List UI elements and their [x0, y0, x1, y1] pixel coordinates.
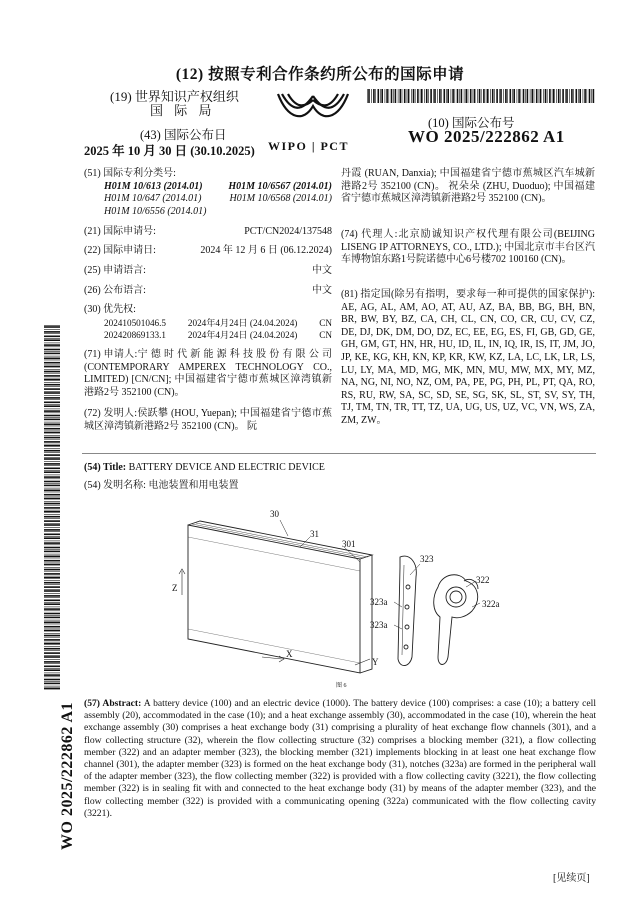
figure-label: 301: [342, 539, 356, 549]
barcode-icon: [367, 89, 595, 103]
publication-date-label: (43) 国际公布日: [140, 128, 227, 142]
patent-figure: [160, 507, 520, 692]
publication-number-label: (10) 国际公布号: [428, 116, 515, 130]
ipc-code: H01M 10/613 (2014.01): [104, 180, 203, 192]
figure-label: 323: [420, 554, 434, 564]
vertical-barcode-icon: [44, 325, 60, 690]
bureau-name: 国 际 局: [150, 103, 216, 118]
field-51-ipc: [84, 168, 332, 218]
field-72-inventors: (72) 发明人:侯跃攀 (HOU, Yuepan); 中国福建省宁德市蕉城区漳湾镇新港路2号 352100 (CN)。 阮: [84, 408, 332, 432]
field-71-applicant: (71) 申请人:宁 德 时 代 新 能 源 科 技 股 份 有 限 公 司 (CONTEMPORARY AMPEREX TECHNOLOGY CO., LIMITED) [CN/CN]; 中国福建省宁德市蕉城区漳湾镇新港路2号 352100 (CN)。: [84, 349, 332, 398]
field-21-application-number: (21) 国际申请号: PCT/CN2024/137548: [84, 226, 332, 237]
publication-date: 2025 年 10 月 30 日 (30.10.2025): [84, 144, 255, 158]
publication-number: WO 2025/222862 A1: [408, 127, 565, 146]
field-25-filing-language: (25) 申请语言: 中文: [84, 265, 332, 276]
organization-name: (19) 世界知识产权组织: [110, 89, 239, 104]
field-26-publication-language: (26) 公布语言: 中文: [84, 285, 332, 296]
figure-label: 31: [310, 529, 319, 539]
figure-label: 322: [476, 575, 490, 585]
axis-label-z: Z: [172, 583, 178, 593]
figure-label: 323a: [370, 597, 388, 607]
figure-label: 322a: [482, 599, 500, 609]
priority-row: 202410501046.5 2024年4月24日 (24.04.2024) CN: [104, 317, 332, 328]
field-22-filing-date: (22) 国际申请日: 2024 年 12 月 6 日 (06.12.2024): [84, 245, 332, 256]
side-publication-number: WO 2025/222862 A1: [59, 701, 76, 850]
figure-label: 323a: [370, 620, 388, 630]
field-30-priority: (30) 优先权: 202410501046.5 2024年4月24日 (24.04.2024) CN 202420869133.1 2024年4月24日 (24.04.2024) CN: [84, 304, 332, 341]
divider: [82, 453, 596, 454]
axis-label-x: X: [286, 649, 293, 659]
abstract: (57) Abstract: A battery device (100) and an electric device (1000). The battery device (100) comprises: a case (10); a battery cell assembly (20), accommodated in the case (10); and a heat exchange assembly (30), accommodated in the case (10), wherein the heat exchange assembly (30) comprises a heat exchange body (31) comprising a plurality of heat exchange flow channels (301), and a flow collecting structure (32), wherein the flow collecting structure (32) comprises a blocking member (321), a flow collecting member (322) and an adapter member (323), the blocking member (321) implements blocking in at least one heat exchange flow channel (301), the adapter member (323) is formed on the heat exchange body (31), notches (323a) are formed in the peripheral wall of the adapter member (323), the flow collecting member (322) is provided with a flow collecting cavity (3221), the flow collecting member (322) is in sealing fit with and connected to the heat exchange body (31) by means of the adapter member (323), and the flow collecting member (322) is provided with a communicating opening (322a) communicated with the flow collecting cavity (3221).: [84, 698, 596, 819]
figure-label: 30: [270, 509, 279, 519]
axis-label-y: Y: [372, 657, 379, 667]
continued-on-next-page: [见续页]: [553, 873, 590, 884]
ipc-code: H01M 10/6556 (2014.01): [104, 205, 207, 217]
field-51-label: (51) 国际专利分类号:: [84, 168, 176, 179]
ipc-code: H01M 10/647 (2014.01): [104, 193, 202, 205]
ipc-code: H01M 10/6568 (2014.01): [229, 193, 332, 205]
field-74-agent: (74) 代理人:北京励诚知识产权代理有限公司(BEIJING LISENG IP ATTORNEYS, CO., LTD.); 中国北京市丰台区汽车博物馆东路1号院诺德中心6号楼702 100160 (CN)。: [341, 229, 595, 266]
document-title: (12) 按照专利合作条约所公布的国际申请: [175, 66, 465, 83]
title-english: (54) Title: BATTERY DEVICE AND ELECTRIC DEVICE: [84, 462, 325, 473]
wipo-pct-text: WIPO | PCT: [268, 139, 349, 153]
priority-row: 202420869133.1 2024年4月24日 (24.04.2024) CN: [104, 330, 332, 341]
field-81-designated-states: (81) 指定国(除另有指明，要求每一种可提供的国家保护): AE, AG, AL, AM, AO, AT, AU, AZ, BA, BB, BG, BH, BN, BR, BW, BY, BZ, CA, CH, CL, CN, CO, CR, CU, CV, CZ, DE, DJ, DK, DM, DO, DZ, EC, EE, EG, ES, FI, GB, GD, GE, GH, GM, GT, HN, HR, HU, ID, IL, IN, IQ, IR, IS, IT, JM, JO, JP, KE, KG, KH, KN, KP, KR, KW, KZ, LA, LC, LK, LR, LS, LU, LY, MA, MD, MG, MK, MN, MU, MW, MX, MY, MZ, NA, NG, NI, NO, NZ, OM, PA, PE, PG, PH, PL, PT, QA, RO, RS, RU, RW, SA, SC, SD, SE, SG, SK, SL, ST, SV, SY, TH, TJ, TM, TN, TR, TT, TZ, UA, UG, US, UZ, VC, VN, WS, ZA, ZM, ZW。: [341, 289, 595, 426]
title-chinese: (54) 发明名称: 电池装置和用电装置: [84, 480, 239, 491]
figure-caption: 图 6: [336, 683, 347, 689]
ipc-code: H01M 10/6567 (2014.01): [228, 180, 332, 192]
field-72-inventors-continued: 丹霞 (RUAN, Danxia); 中国福建省宁德市蕉城区汽车城新港路2号 352100 (CN)。 祝朵朵 (ZHU, Duoduo); 中国福建省宁德市蕉城区漳湾镇新港路2号 352100 (CN)。: [341, 168, 595, 205]
